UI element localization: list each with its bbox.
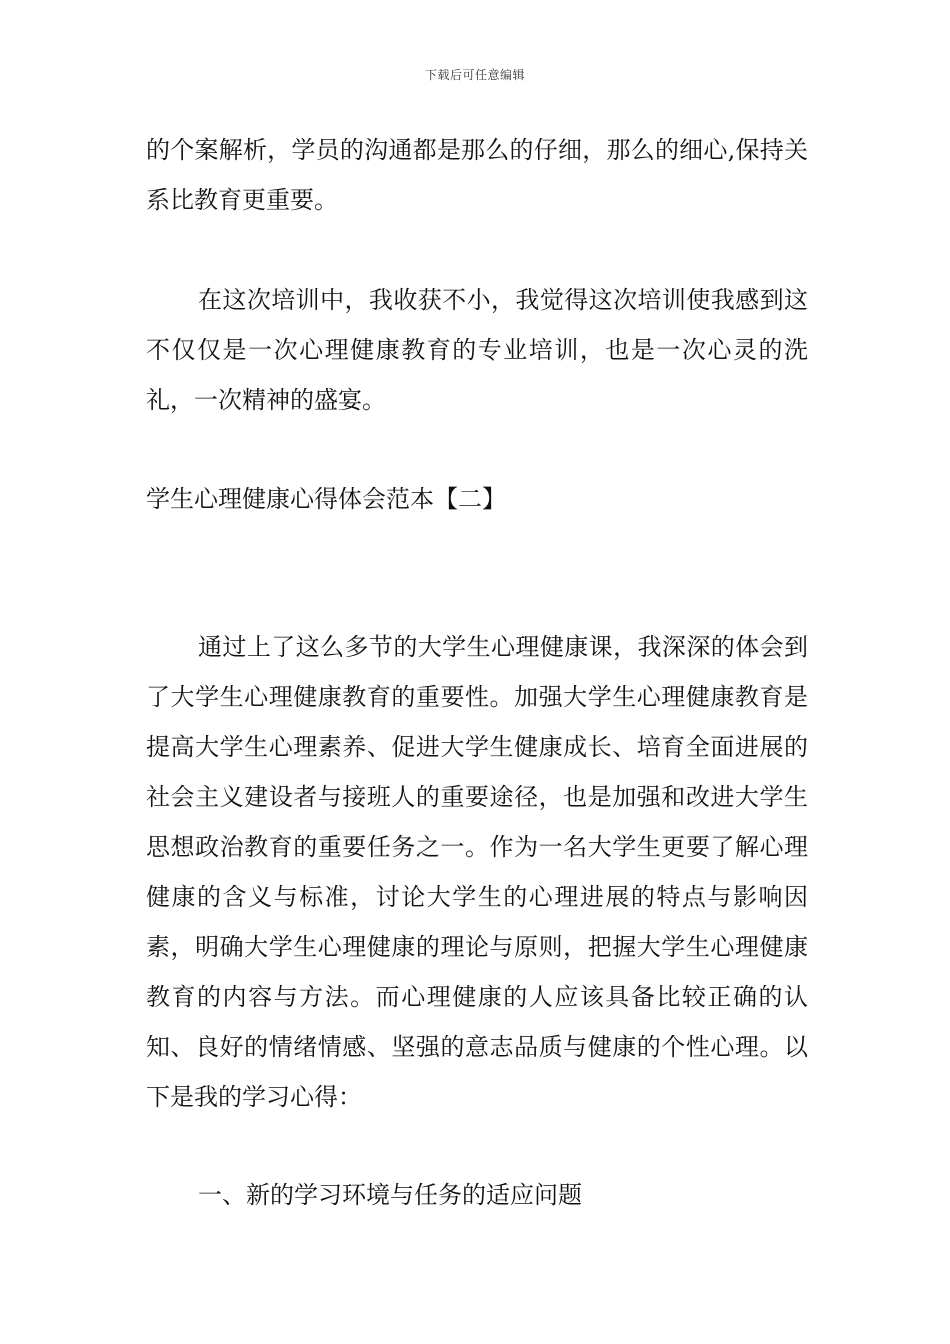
subheading: 一、新的学习环境与任务的适应问题	[198, 1181, 582, 1209]
paragraph-course-reflection: 通过上了这么多节的大学生心理健康课，我深深的体会到了大学生心理健康教育的重要性。加强大学生心理健康教育是提高大学生心理素养、促进大学生健康成长、培育全面进展的社会主义建设者与接班人的重要途径，也是加强和改进大学生思想政治教育的重要任务之一。作为一名大学生更要了解心理健康的含义与标准，讨论大学生的心理进展的特点与影响因素，明确大学生心理健康的理论与原则，把握大学生心理健康教育的内容与方法。而心理健康的人应该具备比较正确的认知、良好的情绪情感、坚强的意志品质与健康的个性心理。以下是我的学习心得：	[146, 633, 808, 1111]
header-note: 下载后可任意编辑	[424, 68, 525, 82]
section-title: 学生心理健康心得体会范本【二】	[146, 485, 506, 513]
paragraph-training-reflection: 在这次培训中，我收获不小，我觉得这次培训使我感到这不仅仅是一次心理健康教育的专业培训，也是一次心灵的洗礼，一次精神的盛宴。	[146, 286, 808, 414]
paragraph-continued: 的个案解析，学员的沟通都是那么的仔细，那么的细心,保持关系比教育更重要。	[146, 136, 808, 214]
